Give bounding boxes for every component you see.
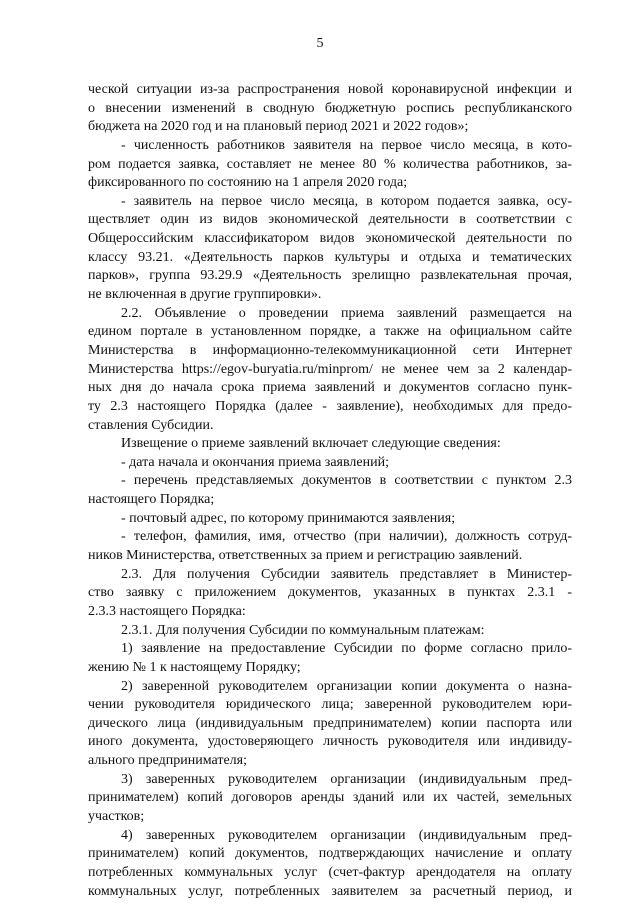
text-line: Извещение о приеме заявлений включает следующие сведения: xyxy=(121,436,501,452)
text-line: ром подается заявка, составляет не менее 80 % количества работников, за- xyxy=(88,156,572,172)
text-line: ту 2.3 настоящего Порядка (далее - заявление), необходимых для предо- xyxy=(88,398,572,414)
text-line: - дата начала и окончания приема заявлений; xyxy=(121,454,389,470)
text-line: ставления Субсидии. xyxy=(88,417,214,433)
text-line: классу 93.21. «Деятельность парков культуры и отдыха и тематических xyxy=(88,249,572,265)
text-line: ных дня до начала срока приема заявлений и документов согласно пунк- xyxy=(88,380,572,396)
text-line: 2.3. Для получения Субсидии заявитель представляет в Министер- xyxy=(121,566,572,582)
text-line: иного документа, удостоверяющего личность руководителя или индивиду- xyxy=(88,734,572,750)
text-line: о внесении изменений в сводную бюджетную роспись республиканского xyxy=(88,100,572,116)
text-line: - заявитель на первое число месяца, в котором подается заявка, осу- xyxy=(121,193,572,209)
text-line: 2.3.1. Для получения Субсидии по коммунальным платежам: xyxy=(121,622,485,638)
text-line: настоящего Порядка; xyxy=(88,492,215,508)
text-line: 1) заявление на предоставление Субсидии по форме согласно прило- xyxy=(121,641,572,657)
text-line: потребленных коммунальных услуг (счет-фактур арендодателя на оплату xyxy=(88,864,572,880)
page-number: 5 xyxy=(316,36,324,51)
text-line: бюджета на 2020 год и на плановый период 2021 и 2022 годов»; xyxy=(88,119,469,135)
text-line: 2) заверенной руководителем организации копии документа о назна- xyxy=(121,678,572,694)
text-line: ального предпринимателя; xyxy=(88,753,247,769)
document-body xyxy=(88,81,572,901)
text-line: участков; xyxy=(88,808,145,824)
text-line: Общероссийским классификатором видов экономической деятельности по xyxy=(88,231,572,247)
text-line: 2.3.3 настоящего Порядка: xyxy=(88,603,246,619)
text-line: Министерства https://egov-buryatia.ru/minprom/ не менее чем за 2 календар- xyxy=(88,361,572,377)
text-line: чении руководителя юридического лица; заверенной руководителем юри- xyxy=(88,697,572,713)
text-line: 2.2. Объявление о проведении приема заявлений размещается на xyxy=(121,305,572,321)
text-line: коммунальных услуг, потребленных заявителем за расчетный период, и xyxy=(88,883,572,899)
text-line: принимателем) копий документов, подтверждающих начисление и оплату xyxy=(88,846,572,862)
text-line: - почтовый адрес, по которому принимаются заявления; xyxy=(121,510,456,526)
text-line: ческой ситуации из-за распространения новой коронавирусной инфекции и xyxy=(88,82,572,97)
text-line: фиксированного по состоянию на 1 апреля 2020 года; xyxy=(88,175,408,191)
text-line: не включенная в другие группировки». xyxy=(88,287,322,303)
text-line: жению № 1 к настоящему Порядку; xyxy=(88,659,301,675)
text-line: 4) заверенных руководителем организации (индивидуальным пред- xyxy=(121,827,572,843)
text-line: 3) заверенных руководителем организации (индивидуальным пред- xyxy=(121,771,572,787)
text-line: ство заявку с приложением документов, указанных в пунктах 2.3.1 - xyxy=(88,585,572,601)
text-line: едином портале в установленном порядке, а также на официальном сайте xyxy=(88,324,572,340)
text-line: ников Министерства, ответственных за прием и регистрацию заявлений. xyxy=(88,548,523,564)
text-line: ществляет один из видов экономической деятельности в соответствии с xyxy=(88,212,572,228)
text-line: - перечень представляемых документов в соответствии с пунктом 2.3 xyxy=(121,473,572,489)
text-line: - телефон, фамилия, имя, отчество (при наличии), должность сотруд- xyxy=(121,529,572,545)
text-line: Министерства в информационно-телекоммуникационной сети Интернет xyxy=(88,342,572,358)
text-line: принимателем) копий договоров аренды зданий или их частей, земельных xyxy=(88,790,572,806)
text-line: парков», группа 93.29.9 «Деятельность зрелищно развлекательная прочая, xyxy=(88,268,572,284)
text-line: - численность работников заявителя на первое число месяца, в кото- xyxy=(121,137,572,153)
text-line: дического лица (индивидуальным предпринимателем) копии паспорта или xyxy=(88,715,572,731)
